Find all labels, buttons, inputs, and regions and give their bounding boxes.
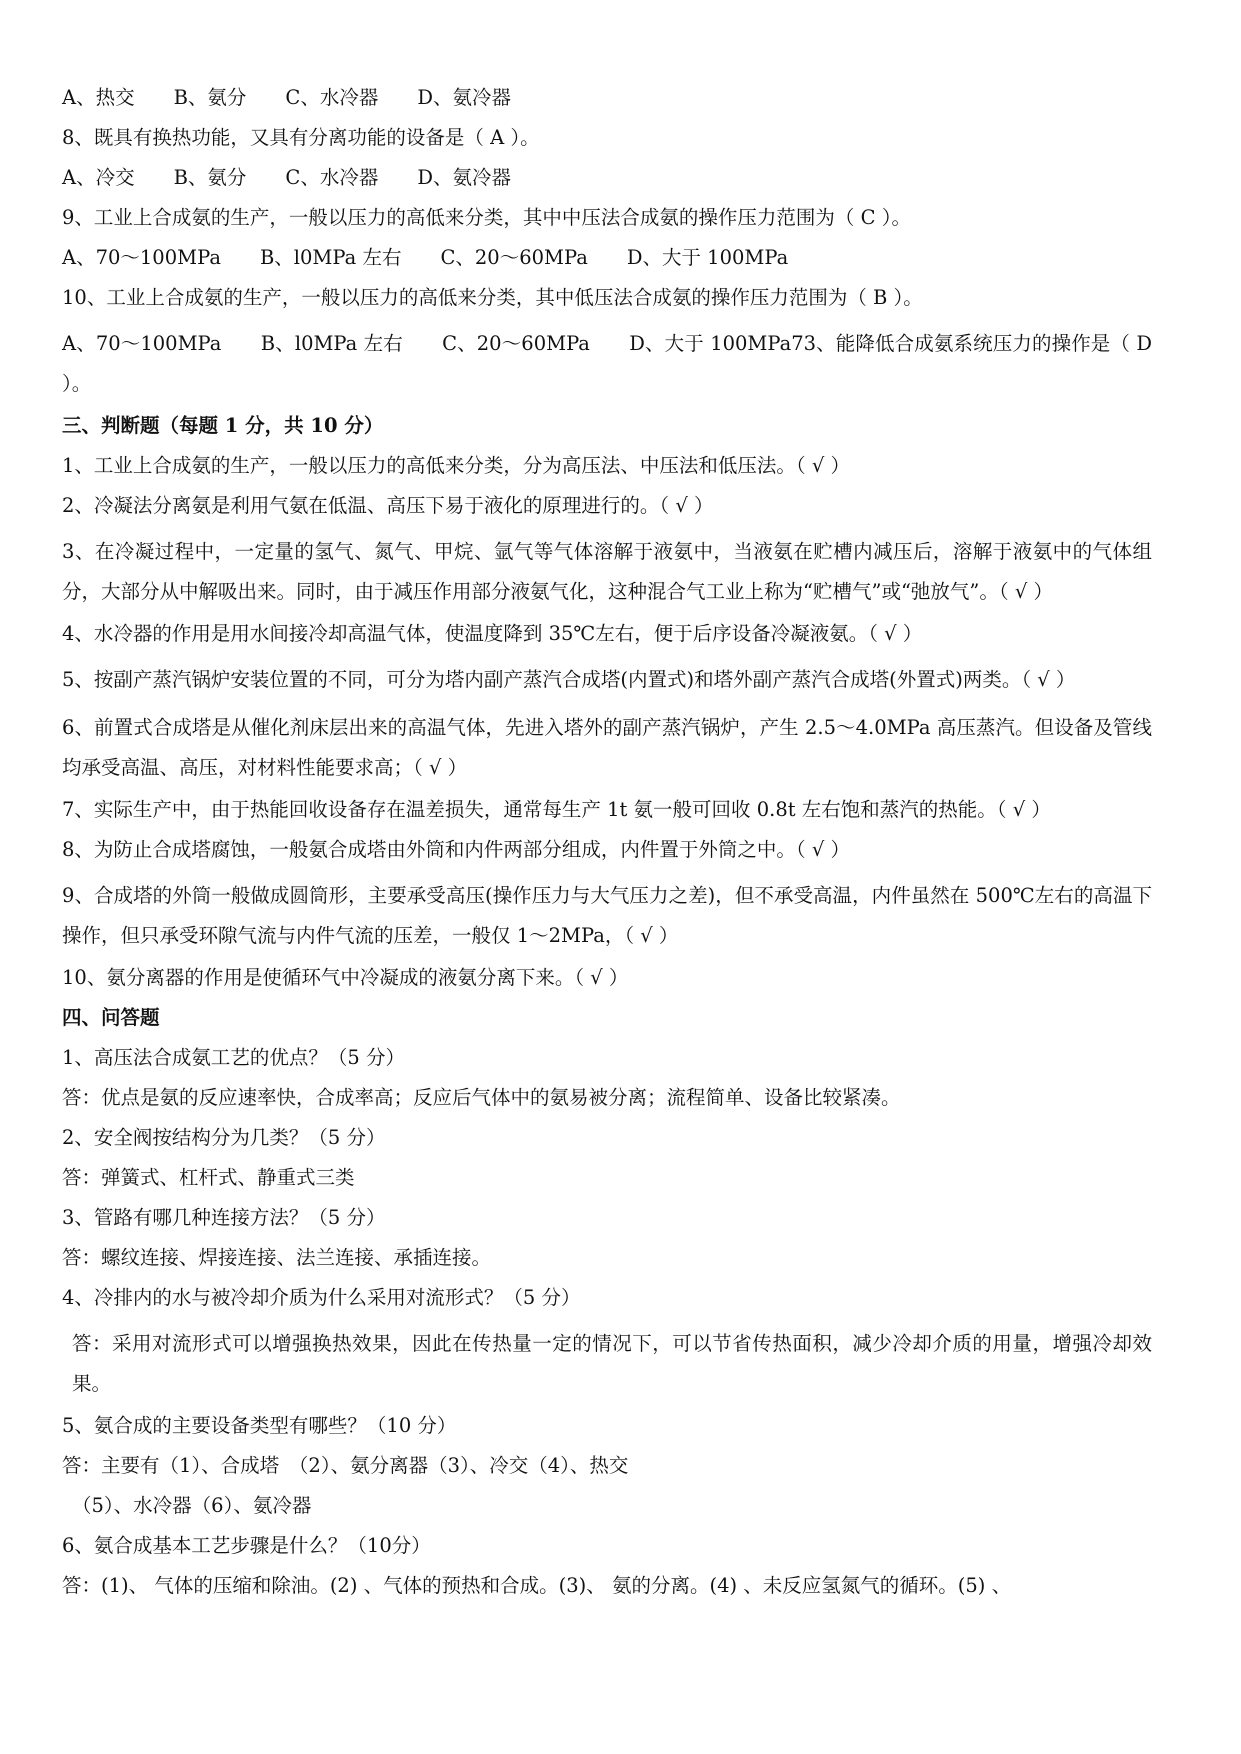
true-false-item: 7、实际生产中，由于热能回收设备存在温差损失，通常每生产 1t 氨一般可回收 0.8t 左右饱和蒸汽的热能。（ √ ） — [62, 798, 1051, 821]
true-false-item: 9、合成塔的外筒一般做成圆筒形，主要承受高压(操作压力与大气压力之差)，但不承受高温，内件虽然在 500℃左右的高温下操作，但只承受环隙气流与内件气流的压差，一般仅 1～2MPa，（ √ ） — [62, 884, 1152, 947]
true-false-item: 4、水冷器的作用是用水间接冷却高温气体，使温度降到 35℃左右，便于后序设备冷凝液氨。（ √ ） — [62, 622, 923, 645]
qa-answer: 答：主要有（1）、合成塔 （2）、氨分离器（3）、冷交（4）、热交 — [62, 1454, 629, 1477]
true-false-item: 3、在冷凝过程中，一定量的氢气、氮气、甲烷、氩气等气体溶解于液氨中，当液氨在贮槽内减压后，溶解于液氨中的气体组分，大部分从中解吸出来。同时，由于减压作用部分液氨气化，这种混合气工业上称为“贮槽气”或“弛放气”。（ √ ） — [62, 540, 1152, 603]
qa-answer: （5）、水冷器（6）、氨冷器 — [72, 1494, 312, 1517]
question-line: 10、工业上合成氨的生产，一般以压力的高低来分类，其中低压法合成氨的操作压力范围为（ B ）。 — [62, 286, 923, 309]
document-page — [62, 84, 1152, 1612]
true-false-item: 5、按副产蒸汽锅炉安装位置的不同，可分为塔内副产蒸汽合成塔(内置式)和塔外副产蒸汽合成塔(外置式)两类。（ √ ） — [62, 668, 1076, 691]
options-line: A、70～100MPa B、l0MPa 左右 C、20～60MPa D、大于 100MPa73、能降低合成氨系统压力的操作是（ D ）。 — [62, 332, 1152, 395]
qa-answer: 答：优点是氨的反应速率快，合成率高；反应后气体中的氨易被分离；流程简单、设备比较紧凑。 — [62, 1086, 901, 1109]
true-false-item: 1、工业上合成氨的生产，一般以压力的高低来分类，分为高压法、中压法和低压法。（ √ ） — [62, 454, 850, 477]
qa-question: 5、氨合成的主要设备类型有哪些？（10 分） — [62, 1414, 457, 1437]
question-line: 9、工业上合成氨的生产，一般以压力的高低来分类，其中中压法合成氨的操作压力范围为（ C ）。 — [62, 206, 911, 229]
section-heading: 四、问答题 — [62, 1006, 160, 1029]
true-false-item: 8、为防止合成塔腐蚀，一般氨合成塔由外筒和内件两部分组成，内件置于外筒之中。（ √ ） — [62, 838, 850, 861]
qa-answer: 答：螺纹连接、焊接连接、法兰连接、承插连接。 — [62, 1246, 492, 1269]
qa-answer: 答：采用对流形式可以增强换热效果，因此在传热量一定的情况下，可以节省传热面积，减少冷却介质的用量，增强冷却效果。 — [72, 1332, 1152, 1395]
section-heading: 三、判断题（每题 1 分，共 10 分） — [62, 414, 384, 437]
question-line: 8、既具有换热功能，又具有分离功能的设备是（ A ）。 — [62, 126, 540, 149]
true-false-item: 2、冷凝法分离氨是利用气氨在低温、高压下易于液化的原理进行的。（ √ ） — [62, 494, 714, 517]
qa-question: 3、管路有哪几种连接方法？（5 分） — [62, 1206, 386, 1229]
qa-question: 1、高压法合成氨工艺的优点？（5 分） — [62, 1046, 406, 1069]
qa-question: 6、氨合成基本工艺步骤是什么？（10分） — [62, 1534, 431, 1557]
qa-question: 4、冷排内的水与被冷却介质为什么采用对流形式？（5 分） — [62, 1286, 581, 1309]
options-line: A、热交 B、氨分 C、水冷器 D、氨冷器 — [62, 86, 511, 109]
qa-answer: 答：(1)、 气体的压缩和除油。(2) 、气体的预热和合成。(3)、 氨的分离。(4) 、未反应氢氮气的循环。(5) 、 — [62, 1574, 1012, 1597]
qa-answer: 答：弹簧式、杠杆式、静重式三类 — [62, 1166, 355, 1189]
true-false-item: 6、前置式合成塔是从催化剂床层出来的高温气体，先进入塔外的副产蒸汽锅炉，产生 2.5～4.0MPa 高压蒸汽。但设备及管线均承受高温、高压，对材料性能要求高；（ √ ） — [62, 716, 1152, 779]
options-line: A、70～100MPa B、l0MPa 左右 C、20～60MPa D、大于 100MPa — [62, 246, 789, 269]
true-false-item: 10、氨分离器的作用是使循环气中冷凝成的液氨分离下来。（ √ ） — [62, 966, 629, 989]
qa-question: 2、安全阀按结构分为几类？（5 分） — [62, 1126, 386, 1149]
options-line: A、冷交 B、氨分 C、水冷器 D、氨冷器 — [62, 166, 511, 189]
